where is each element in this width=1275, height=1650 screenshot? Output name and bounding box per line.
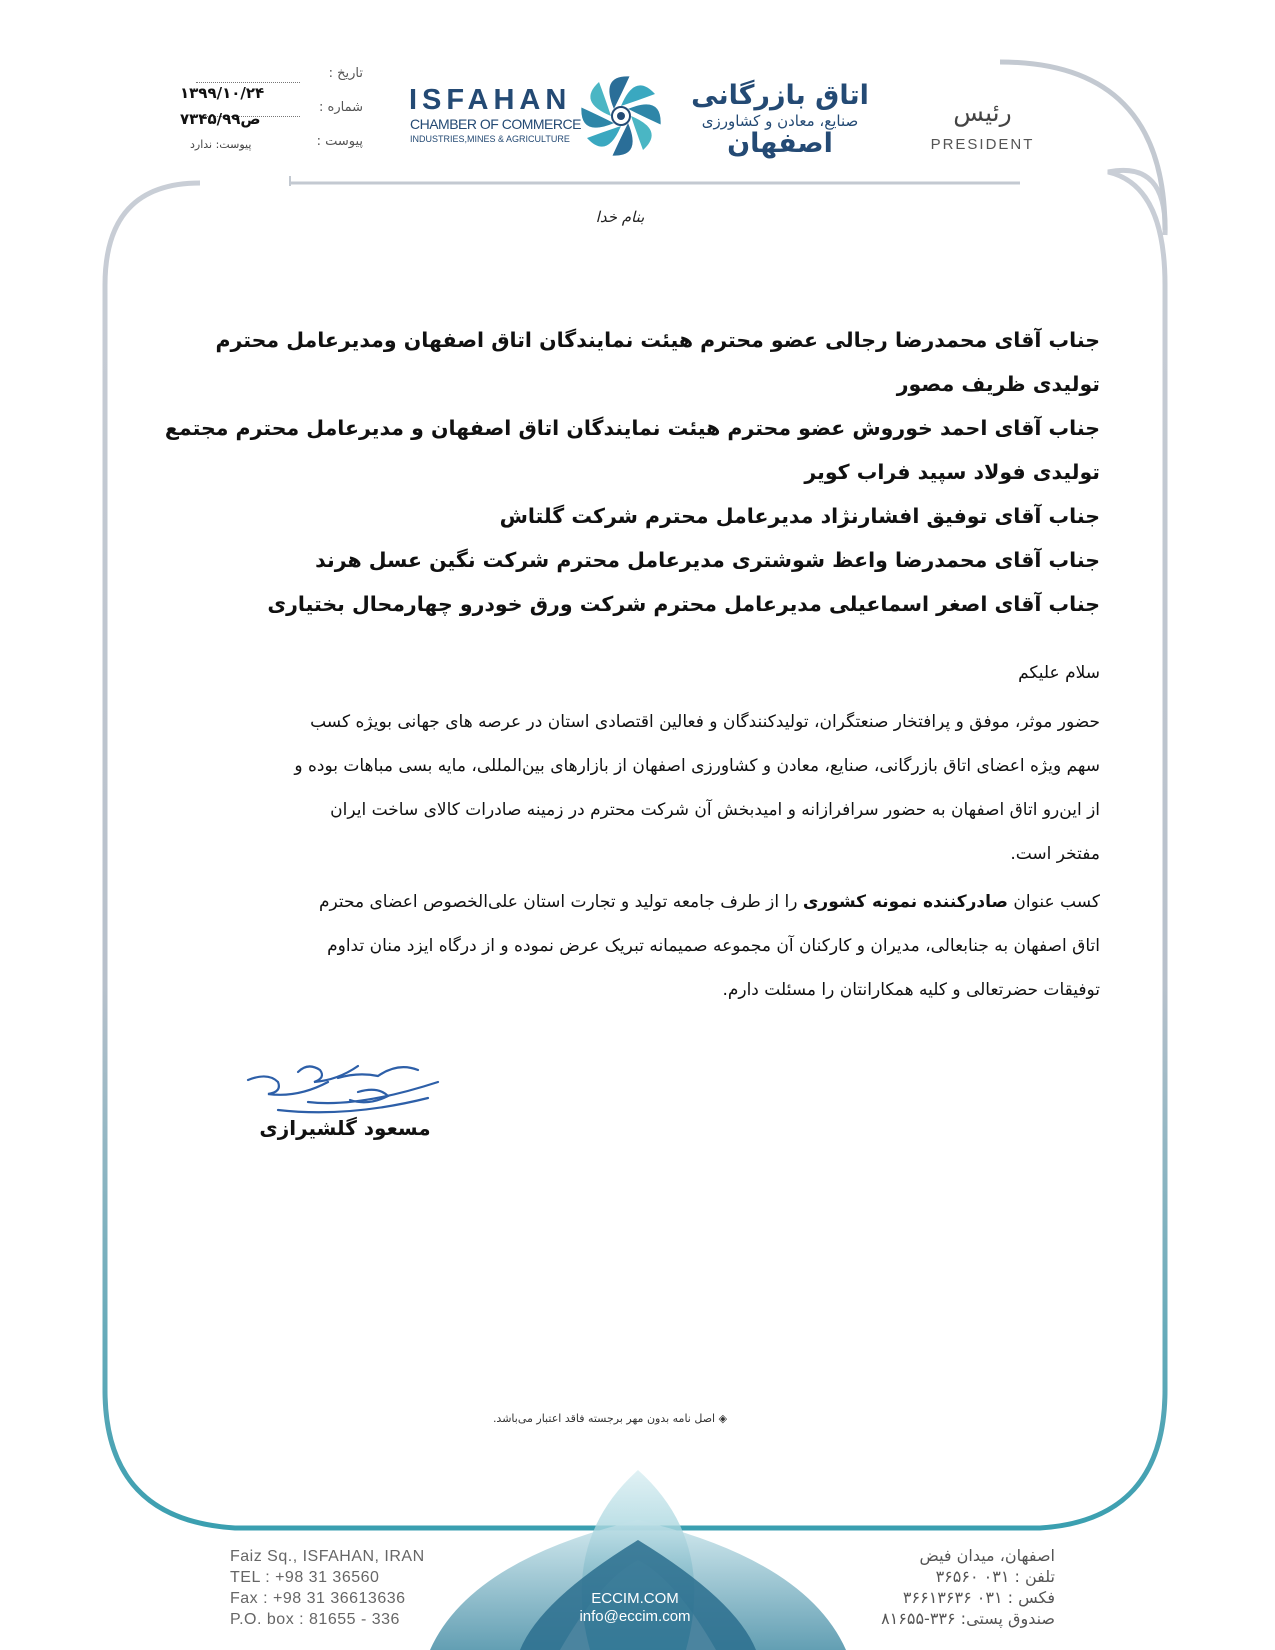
paragraph-line	[170, 880, 1100, 924]
paragraph-text: را از طرف جامعه تولید و تجارت استان علی‌الخصوص اعضای محترم	[318, 892, 803, 912]
president-title-fa: رئیس	[953, 98, 1012, 127]
president-title-en: PRESIDENT	[930, 136, 1035, 153]
logo-en-name: ISFAHAN	[409, 84, 572, 116]
recipient-line: جناب آقای توفیق افشارنژاد مدیرعامل محترم شرکت گلتاش	[499, 504, 1100, 528]
logo-fa-line3: اصفهان	[727, 128, 833, 159]
paragraph-1	[170, 700, 1100, 876]
bold-phrase: صادرکننده نمونه کشوری	[802, 892, 1008, 912]
date-label: تاریخ :	[328, 66, 363, 81]
paragraph-text: کسب عنوان	[1007, 892, 1100, 912]
logo-fa-line2: صنایع، معادن و کشاورزی	[701, 112, 859, 130]
logo-fa-line1: اتاق بازرگانی	[691, 80, 869, 111]
recipient-line: جناب آقای اصغر اسماعیلی مدیرعامل محترم شرکت ورق خودرو چهارمحال بختیاری	[267, 592, 1100, 616]
logo-en-line1: CHAMBER OF COMMERCE	[410, 116, 581, 132]
stamp-note-text: اصل نامه بدون مهر برجسته فاقد اعتبار می‌باشد.	[492, 1412, 716, 1425]
bismillah: بنام خدا	[595, 208, 645, 226]
footer-tel-fa: تلفن : ۰۳۱ ۳۶۵۶۰	[935, 1567, 1055, 1586]
paragraph-line: سهم ویژه اعضای اتاق بازرگانی، صنایع، معادن و کشاورزی اصفهان از بازارهای بین‌المللی، مایه بسی مباهات بوده و	[294, 756, 1100, 776]
footer-pobox-fa: صندوق پستی: ۳۳۶-۸۱۶۵۵	[881, 1609, 1055, 1628]
recipient-line: جناب آقای احمد خوروش عضو محترم هیئت نمایندگان اتاق اصفهان و مدیرعامل محترم مجتمع	[164, 416, 1100, 440]
recipients-block	[164, 318, 1100, 626]
stamp-note	[450, 1412, 770, 1425]
footer-tel-en: TEL : +98 31 36560	[230, 1569, 380, 1586]
signer-name: مسعود گلشیرازی	[259, 1116, 431, 1140]
paragraph-line: اتاق اصفهان به جنابعالی، مدیران و کارکنان آن مجموعه صمیمانه تبریک عرض نموده و از درگاه ایزد منان تداوم	[327, 936, 1100, 956]
recipient-line: جناب آقای محمدرضا رجالی عضو محترم هیئت نمایندگان اتاق اصفهان ومدیرعامل محترم	[215, 328, 1100, 352]
recipient-line: تولیدی ظریف مصور	[896, 372, 1100, 396]
number-label: شماره :	[319, 100, 363, 115]
attachment-label: پیوست :	[316, 134, 363, 149]
paragraph-line: توفیقات حضرتعالی و کلیه همکارانتان را مسئلت دارم.	[722, 980, 1100, 1000]
chamber-logo-emblem	[577, 70, 665, 162]
recipient-line: تولیدی فولاد سپید فراب کویر	[804, 460, 1100, 484]
footer-address-fa: اصفهان، میدان فیض	[919, 1546, 1055, 1565]
salutation: سلام علیکم	[1018, 663, 1100, 683]
paragraph-line: از این‌رو اتاق اصفهان به حضور سرافرازانه و امیدبخش آن شرکت محترم در زمینه صادرات کالای ساخت ایران	[330, 800, 1100, 820]
paragraph-line: حضور موثر، موفق و پرافتخار صنعتگران، تولیدکنندگان و فعالین اقتصادی استان در عرصه های جهانی بویژه کسب	[310, 712, 1100, 732]
number-value: ۷۳۴۵/ص۹۹	[180, 110, 261, 128]
recipient-line: جناب آقای محمدرضا واعظ شوشتری مدیرعامل محترم شرکت نگین عسل هرند	[315, 548, 1100, 572]
footer-fax-fa: فکس : ۰۳۱ ۳۶۶۱۳۶۳۶	[902, 1588, 1055, 1607]
paragraph-line: مفتخر است.	[1010, 844, 1100, 864]
logo-en-line2: INDUSTRIES,MINES & AGRICULTURE	[410, 134, 570, 144]
paragraph-2	[170, 880, 1100, 1012]
attachment-value: پیوست: ندارد	[190, 138, 252, 151]
footer-pobox-en: P.O. box : 81655 - 336	[230, 1611, 400, 1628]
date-value: ۱۳۹۹/۱۰/۲۴	[180, 84, 265, 102]
date-dots	[196, 82, 300, 83]
signature-graphic	[238, 1052, 448, 1122]
footer-email[interactable]: info@eccim.com	[579, 1608, 691, 1625]
footer-website[interactable]: ECCIM.COM	[591, 1590, 679, 1607]
footer-fax-en: Fax : +98 31 36613636	[230, 1590, 406, 1607]
diamond-bullet-icon: ◈	[718, 1412, 728, 1425]
footer-address-en: Faiz Sq., ISFAHAN, IRAN	[230, 1548, 425, 1565]
